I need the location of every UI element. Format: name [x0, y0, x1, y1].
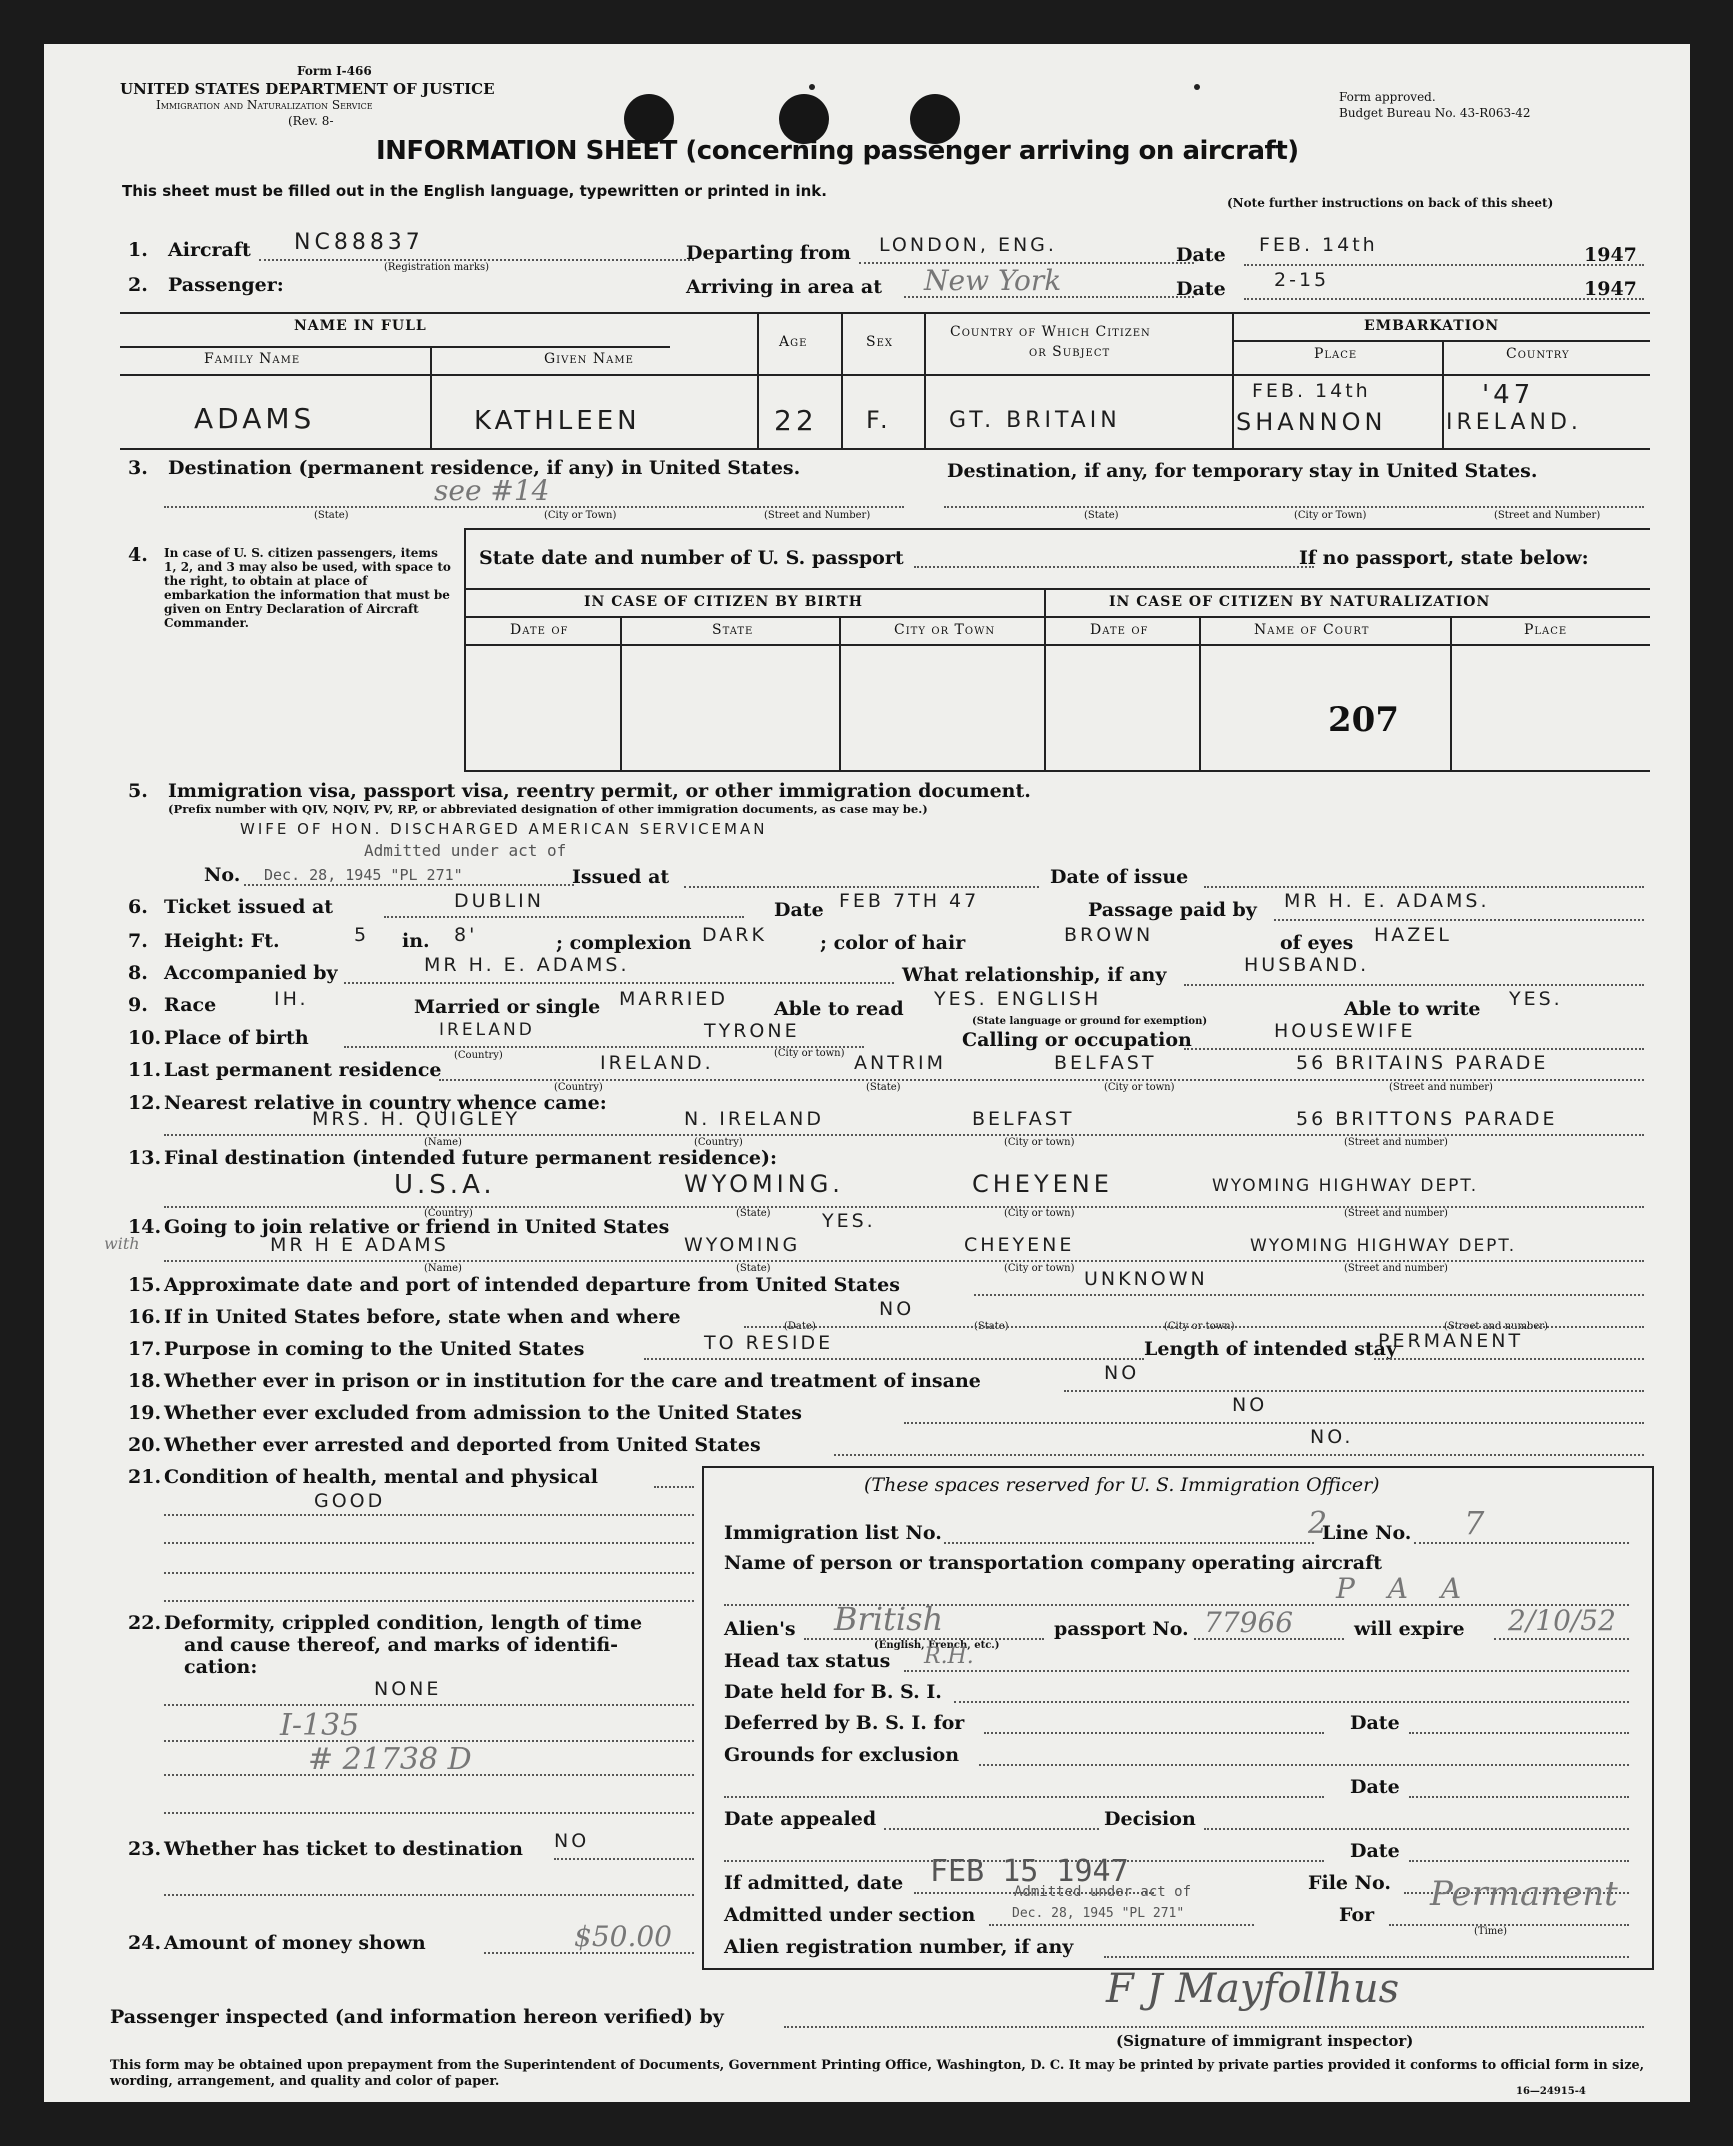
- number-label: No.: [204, 864, 241, 886]
- service-name: Immigration and Naturalization Service: [156, 98, 373, 112]
- departing-value: LONDON, ENG.: [879, 234, 1057, 256]
- street-note: (Street and number): [1344, 1208, 1448, 1219]
- final-state-value: WYOMING.: [684, 1170, 844, 1198]
- accompanied-value: MR H. E. ADAMS.: [424, 954, 630, 976]
- nearest-relative-label: Nearest relative in country whence came:: [164, 1092, 607, 1114]
- height-ft-value: 5: [354, 924, 370, 946]
- item-number: 5.: [128, 780, 148, 802]
- height-label: Height: Ft.: [164, 930, 280, 952]
- signature-note: (Signature of immigrant inspector): [1116, 2032, 1414, 2050]
- paid-by-value: MR H. E. ADAMS.: [1284, 890, 1490, 912]
- head-tax-label: Head tax status: [724, 1650, 891, 1672]
- for-label: For: [1339, 1904, 1375, 1926]
- money-value: $50.00: [574, 1920, 672, 1953]
- for-value: Permanent: [1430, 1874, 1618, 1914]
- immigration-list-label: Immigration list No.: [724, 1522, 942, 1544]
- city-note: (City or town): [774, 1048, 845, 1059]
- admitted-date-label: If admitted, date: [724, 1872, 904, 1894]
- alien-registration-label: Alien registration number, if any: [724, 1936, 1074, 1958]
- item-number: 4.: [128, 544, 148, 566]
- item-number: 11.: [128, 1059, 162, 1081]
- item-number: 16.: [128, 1306, 162, 1328]
- given-name-header: Given Name: [544, 351, 634, 367]
- complexion-value: DARK: [702, 924, 767, 946]
- ticket-value: DUBLIN: [454, 890, 544, 912]
- date-label: Date: [1350, 1712, 1400, 1734]
- item-number: 23.: [128, 1838, 162, 1860]
- footer-notice: This form may be obtained upon prepayment from the Superintendent of Documents, Government Printing Office, Washington, D. C. It may be printed by private parties provided it conforms to official form in size, wording, arrangement, and quality and color of paper.: [110, 2058, 1645, 2089]
- last-residence-label: Last permanent residence: [164, 1059, 442, 1081]
- family-name-header: Family Name: [204, 351, 301, 367]
- item-number: 14.: [128, 1216, 162, 1238]
- join-city-value: CHEYENE: [964, 1234, 1075, 1256]
- immigration-list-value: 2: [1308, 1506, 1328, 1541]
- last-country-value: IRELAND.: [600, 1052, 714, 1074]
- visa-label: Immigration visa, passport visa, reentry permit, or other immigration document.: [168, 780, 1031, 802]
- state-note: (State): [314, 510, 349, 521]
- occupation-value: HOUSEWIFE: [1274, 1020, 1416, 1042]
- deported-label: Whether ever arrested and deported from United States: [164, 1434, 761, 1456]
- country-note: (Country): [454, 1050, 503, 1061]
- arriving-label: Arriving in area at: [686, 276, 883, 298]
- ticket-dest-value: NO: [554, 1830, 590, 1852]
- admitted-date-stamp: FEB 15 1947: [930, 1854, 1129, 1889]
- previously-value: NO: [879, 1298, 915, 1320]
- item-number: 7.: [128, 930, 148, 952]
- date-of-header: Date of: [510, 622, 569, 638]
- eyes-value: HAZEL: [1374, 924, 1452, 946]
- birth-country-value: IRELAND: [439, 1020, 535, 1040]
- passport-no-label: passport No.: [1054, 1618, 1189, 1640]
- birth-city-value: TYRONE: [704, 1020, 800, 1042]
- expire-value: 2/10/52: [1508, 1604, 1616, 1637]
- street-note: (Street and Number): [1494, 510, 1601, 521]
- relative-country-value: N. IRELAND: [684, 1108, 824, 1130]
- paid-by-label: Passage paid by: [1088, 899, 1257, 921]
- staple-mark: [1194, 84, 1200, 90]
- country-note: (Country): [554, 1082, 603, 1093]
- destination-value: see #14: [434, 474, 550, 507]
- street-note: (Street and number): [1344, 1263, 1448, 1274]
- deformity-label-3: cation:: [184, 1656, 258, 1678]
- city-header: City or Town: [894, 622, 996, 638]
- city-note: (City or Town): [1294, 510, 1367, 521]
- prison-label: Whether ever in prison or in institution for the care and treatment of insane: [164, 1370, 981, 1392]
- alien-note: (English, French, etc.): [874, 1640, 1000, 1651]
- date-label: Date: [1350, 1776, 1400, 1798]
- date-of-issue-label: Date of issue: [1050, 866, 1189, 888]
- item-number: 15.: [128, 1274, 162, 1296]
- name-note: (Name): [424, 1263, 462, 1274]
- passenger-label: Passenger:: [168, 274, 284, 296]
- agency-name: UNITED STATES DEPARTMENT OF JUSTICE: [120, 80, 495, 98]
- visa-number-value: Dec. 28, 1945 "PL 271": [264, 866, 463, 884]
- sex-value: F.: [866, 406, 892, 434]
- relationship-label: What relationship, if any: [902, 964, 1167, 986]
- married-label: Married or single: [414, 996, 601, 1018]
- departure-year: 1947: [1584, 244, 1637, 266]
- deformity-label-2: and cause thereof, and marks of identifi-: [184, 1634, 619, 1656]
- item-number: 20.: [128, 1434, 162, 1456]
- deported-value: NO.: [1310, 1426, 1354, 1448]
- state-note: (State): [1084, 510, 1119, 521]
- passport-no-value: 77966: [1204, 1606, 1294, 1639]
- street-note: (Street and Number): [764, 510, 871, 521]
- citizen-note: In case of U. S. citizen passengers, items 1, 2, and 3 may also be used, with space to the right, to obtain at place of embarkation the information that must be given on Entry Declaration of Aircraft Commander.: [164, 546, 451, 630]
- departing-label: Departing from: [686, 242, 851, 264]
- grounds-label: Grounds for exclusion: [724, 1744, 960, 1766]
- embark-place-value: SHANNON: [1236, 408, 1387, 436]
- relative-name-value: MRS. H. QUIGLEY: [312, 1108, 521, 1130]
- prison-value: NO: [1104, 1362, 1140, 1384]
- item-number: 10.: [128, 1027, 162, 1049]
- stay-value: PERMANENT: [1378, 1330, 1524, 1352]
- company-value: P A A: [1336, 1572, 1474, 1605]
- appealed-label: Date appealed: [724, 1808, 877, 1830]
- country-header: Country: [1506, 346, 1570, 362]
- item-number: 22.: [128, 1612, 162, 1634]
- read-value: YES. ENGLISH: [934, 988, 1102, 1010]
- deferred-label: Deferred by B. S. I. for: [724, 1712, 965, 1734]
- join-relative-label: Going to join relative or friend in United States: [164, 1216, 670, 1238]
- race-label: Race: [164, 994, 217, 1016]
- departure-date-value: FEB. 14th: [1259, 234, 1378, 256]
- citizen-value: GT. BRITAIN: [949, 408, 1121, 433]
- final-street-value: WYOMING HIGHWAY DEPT.: [1212, 1176, 1479, 1196]
- visa-sub-note: (Prefix number with QIV, NQIV, PV, RP, or abbreviated designation of other immigration documents, as case may be.): [168, 802, 928, 816]
- date-note: (Date): [784, 1321, 816, 1332]
- occupation-label: Calling or occupation: [962, 1029, 1192, 1051]
- excluded-value: NO: [1232, 1394, 1268, 1416]
- item-number: 6.: [128, 896, 148, 918]
- budget-bureau: Budget Bureau No. 43-R063-42: [1339, 106, 1531, 120]
- item-number: 18.: [128, 1370, 162, 1392]
- head-tax-value: R.H.: [924, 1644, 974, 1669]
- departure-plan-value: UNKNOWN: [1084, 1268, 1208, 1290]
- hair-label: ; color of hair: [820, 932, 966, 954]
- country-note: (Country): [694, 1137, 743, 1148]
- final-country-value: U.S.A.: [394, 1170, 496, 1200]
- read-label: Able to read: [774, 998, 904, 1020]
- court-header: Name of Court: [1254, 622, 1370, 638]
- form-sheet: [44, 44, 1690, 2102]
- passport-label: State date and number of U. S. passport: [479, 547, 904, 569]
- time-note: (Time): [1474, 1926, 1508, 1937]
- item-number: 9.: [128, 994, 148, 1016]
- form-code: 16—24915-4: [1516, 2086, 1586, 2097]
- case-number-pencil: # 21738 D: [308, 1742, 472, 1777]
- height-in-value: 8': [454, 924, 478, 946]
- given-name-value: KATHLEEN: [474, 406, 641, 436]
- arrival-date-value: 2-15: [1274, 269, 1330, 291]
- join-name-value: MR H E ADAMS: [270, 1234, 449, 1256]
- deformity-label: Deformity, crippled condition, length of time: [164, 1612, 643, 1634]
- join-state-value: WYOMING: [684, 1234, 801, 1256]
- embarkation-header: EMBARKATION: [1364, 318, 1500, 334]
- relative-street-value: 56 BRITTONS PARADE: [1296, 1108, 1558, 1130]
- issued-at-label: Issued at: [572, 866, 670, 888]
- embark-date-value: FEB. 14th: [1252, 380, 1371, 402]
- destination-label: Destination (permanent residence, if any) in United States.: [168, 457, 801, 479]
- item-number: 2.: [128, 274, 148, 296]
- admitted-stamp: Admitted under act of: [364, 841, 567, 860]
- page-title: INFORMATION SHEET (concerning passenger arriving on aircraft): [376, 136, 1299, 166]
- city-note: (City or town): [1004, 1263, 1075, 1274]
- temp-destination-label: Destination, if any, for temporary stay in United States.: [947, 460, 1538, 482]
- eyes-label: of eyes: [1280, 932, 1354, 954]
- item-number: 8.: [128, 962, 148, 984]
- previously-label: If in United States before, state when and where: [164, 1306, 681, 1328]
- instruction-line: This sheet must be filled out in the English language, typewritten or printed in ink.: [122, 182, 827, 200]
- no-passport-label: If no passport, state below:: [1299, 547, 1589, 569]
- arrival-year: 1947: [1584, 278, 1637, 300]
- excluded-label: Whether ever excluded from admission to the United States: [164, 1402, 802, 1424]
- officer-header: (These spaces reserved for U. S. Immigration Officer): [864, 1474, 1380, 1496]
- place-header: Place: [1314, 346, 1358, 362]
- purpose-label: Purpose in coming to the United States: [164, 1338, 585, 1360]
- street-note: (Street and number): [1344, 1137, 1448, 1148]
- alien-nationality-value: British: [834, 1600, 944, 1638]
- date-of-header: Date of: [1090, 622, 1149, 638]
- write-value: YES.: [1509, 988, 1563, 1010]
- admitted-under-stamp: Admitted under act of: [1014, 1884, 1192, 1900]
- aircraft-label: Aircraft: [168, 239, 251, 261]
- sex-header: Sex: [866, 334, 894, 350]
- date-label: Date: [1176, 244, 1226, 266]
- age-value: 22: [774, 404, 818, 437]
- country-note: (Country): [424, 1208, 473, 1219]
- state-note: (State): [736, 1208, 771, 1219]
- date-label: Date: [1350, 1840, 1400, 1862]
- state-header: State: [712, 622, 754, 638]
- purpose-value: TO RESIDE: [704, 1332, 834, 1354]
- admitted-under-label: Admitted under section: [724, 1904, 976, 1926]
- ticket-date-value: FEB 7TH 47: [839, 890, 980, 912]
- write-label: Able to write: [1344, 998, 1481, 1020]
- file-no-label: File No.: [1308, 1872, 1391, 1894]
- expire-label: will expire: [1354, 1618, 1465, 1640]
- deformity-value: NONE: [374, 1678, 442, 1700]
- complexion-label: ; complexion: [556, 932, 692, 954]
- inspector-signature: F J Mayfollhus: [1106, 1966, 1400, 2012]
- note-line: (Note further instructions on back of this sheet): [1227, 196, 1554, 210]
- item-number: 19.: [128, 1402, 162, 1424]
- registration-note: (Registration marks): [384, 262, 490, 273]
- revision: (Rev. 8-: [288, 114, 334, 128]
- stay-label: Length of intended stay: [1144, 1338, 1398, 1360]
- staple-mark: [809, 84, 815, 90]
- company-label: Name of person or transportation company operating aircraft: [724, 1552, 1383, 1574]
- hair-value: BROWN: [1064, 924, 1154, 946]
- street-note: (Street and number): [1389, 1082, 1493, 1093]
- final-city-value: CHEYENE: [972, 1170, 1113, 1198]
- inspected-by-label: Passenger inspected (and information hereon verified) by: [110, 2006, 724, 2028]
- item-number: 12.: [128, 1092, 162, 1114]
- city-note: (City or Town): [544, 510, 617, 521]
- state-note: (State): [866, 1082, 901, 1093]
- join-street-value: WYOMING HIGHWAY DEPT.: [1250, 1236, 1517, 1256]
- with-note: with: [104, 1234, 140, 1253]
- item-number: 1.: [128, 239, 148, 261]
- birth-header: IN CASE OF CITIZEN BY BIRTH: [584, 594, 863, 610]
- family-name-value: ADAMS: [194, 402, 316, 435]
- join-relative-yes: YES.: [822, 1210, 876, 1232]
- admitted-under-stamp-2: Dec. 28, 1945 "PL 271": [1012, 1906, 1185, 1921]
- place-header: Place: [1524, 622, 1568, 638]
- citizen-header: Country of Which Citizen: [950, 324, 1151, 340]
- item-number: 17.: [128, 1338, 162, 1360]
- city-note: (City or town): [1004, 1208, 1075, 1219]
- age-header: Age: [779, 334, 808, 350]
- health-label: Condition of health, mental and physical: [164, 1466, 599, 1488]
- ticket-dest-label: Whether has ticket to destination: [164, 1838, 523, 1860]
- city-note: (City or town): [1004, 1137, 1075, 1148]
- final-destination-label: Final destination (intended future permanent residence):: [164, 1147, 777, 1169]
- last-city-value: BELFAST: [1054, 1052, 1157, 1074]
- name-in-full-header: NAME IN FULL: [294, 318, 427, 334]
- health-value: GOOD: [314, 1490, 386, 1512]
- money-label: Amount of money shown: [164, 1932, 426, 1954]
- inches-label: in.: [402, 930, 430, 952]
- item-number: 3.: [128, 457, 148, 479]
- relationship-value: HUSBAND.: [1244, 954, 1370, 976]
- city-note: (City or town): [1164, 1321, 1235, 1332]
- city-note: (City or town): [1104, 1082, 1175, 1093]
- decision-label: Decision: [1104, 1808, 1196, 1830]
- date-held-label: Date held for B. S. I.: [724, 1681, 942, 1703]
- read-note: (State language or ground for exemption): [972, 1016, 1208, 1027]
- ticket-label: Ticket issued at: [164, 896, 334, 918]
- street-note: (Street and number): [1444, 1321, 1548, 1332]
- item-number: 21.: [128, 1466, 162, 1488]
- state-note: (State): [736, 1263, 771, 1274]
- accompanied-label: Accompanied by: [164, 962, 338, 984]
- line-label: Line No.: [1322, 1522, 1412, 1544]
- aircraft-value: NC88837: [294, 230, 424, 255]
- arriving-value: New York: [924, 264, 1062, 297]
- item-number: 24.: [128, 1932, 162, 1954]
- line-value: 7: [1464, 1504, 1485, 1542]
- relative-city-value: BELFAST: [972, 1108, 1075, 1130]
- birth-place-label: Place of birth: [164, 1027, 309, 1049]
- visa-value: WIFE OF HON. DISCHARGED AMERICAN SERVICEMAN: [240, 820, 768, 838]
- alien-label: Alien's: [724, 1618, 796, 1640]
- departure-plan-label: Approximate date and port of intended departure from United States: [164, 1274, 900, 1296]
- citizen-header-sub: or Subject: [1029, 344, 1111, 360]
- form-approved: Form approved.: [1339, 90, 1436, 104]
- date-label: Date: [1176, 278, 1226, 300]
- file-number-pencil: I-135: [280, 1708, 360, 1743]
- last-state-value: ANTRIM: [854, 1052, 947, 1074]
- stamp-number: 207: [1328, 700, 1399, 740]
- race-value: IH.: [274, 988, 309, 1010]
- married-value: MARRIED: [619, 988, 729, 1010]
- item-number: 13.: [128, 1147, 162, 1169]
- form-number: Form I-466: [297, 64, 372, 78]
- state-note: (State): [974, 1321, 1009, 1332]
- name-note: (Name): [424, 1137, 462, 1148]
- embark-year-value: '47: [1482, 380, 1535, 410]
- date-label: Date: [774, 899, 824, 921]
- embark-country-value: IRELAND.: [1446, 410, 1582, 435]
- last-street-value: 56 BRITAINS PARADE: [1296, 1052, 1549, 1074]
- naturalization-header: IN CASE OF CITIZEN BY NATURALIZATION: [1109, 594, 1491, 610]
